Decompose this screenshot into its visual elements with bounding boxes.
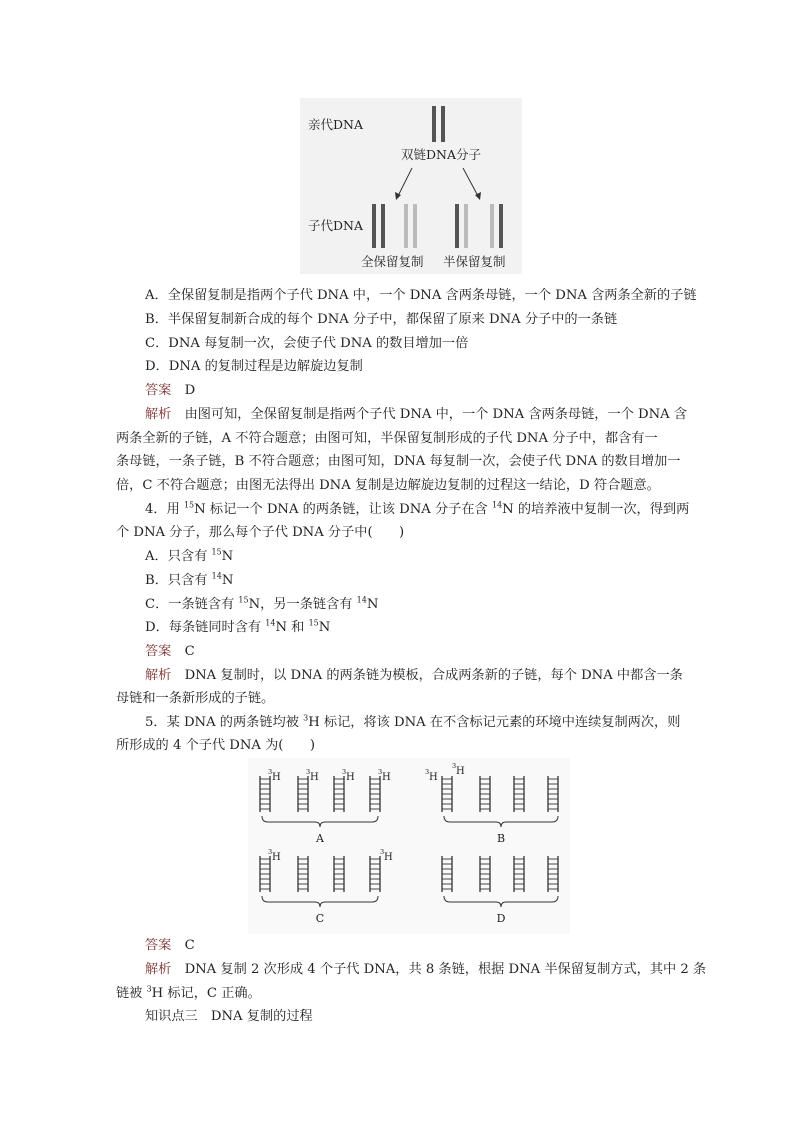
group-brace <box>262 816 378 827</box>
parent-dna-label: 亲代DNA <box>308 117 363 132</box>
option-text: N，另一条链含有 <box>248 597 357 612</box>
double-strand-label: 双链DNA分子 <box>401 147 481 162</box>
q5-analysis-line-2 <box>116 985 261 1003</box>
q3-answer <box>145 382 195 400</box>
cons-old-strand-2 <box>381 204 385 248</box>
group-brace <box>444 816 558 827</box>
arrow-left <box>398 168 412 196</box>
analysis-label: 解析 <box>145 407 172 422</box>
q3-analysis-line-3: 条母链，一条子链，B 不符合题意；由图可知，DNA 每复制一次，会使子代 DNA 的数目增加一 <box>116 454 681 469</box>
answer-value: C <box>184 938 195 953</box>
group-brace <box>444 896 558 907</box>
isotope-symbol: N <box>221 573 234 588</box>
q4-stem-text: 4．用 <box>145 502 184 517</box>
option-text: D．每条链同时含有 <box>145 620 266 635</box>
isotope-superscript: 3 <box>342 768 347 776</box>
isotope-superscript: 3 <box>452 762 457 770</box>
cons-old-strand-1 <box>372 204 376 248</box>
q4-stem-line-1 <box>145 501 689 519</box>
q4-option-a <box>145 548 233 566</box>
isotope-superscript: 3 <box>306 768 311 776</box>
option-text: A．只含有 <box>145 549 212 564</box>
isotope-superscript: 14 <box>211 571 222 581</box>
h-label: H <box>272 772 281 783</box>
q5-stem-text: H 标记，将该 DNA 在不含标记元素的环境中连续复制两次，则 <box>308 715 681 730</box>
isotope-superscript: 3 <box>378 768 383 776</box>
semiconservative-label: 半保留复制 <box>443 254 506 269</box>
isotope-superscript: 15 <box>211 547 222 557</box>
isotope-superscript: 14 <box>265 618 276 628</box>
h-label: H <box>272 852 281 863</box>
isotope-superscript: 15 <box>308 618 319 628</box>
option-text: B．只含有 <box>145 573 212 588</box>
q4-answer <box>145 643 195 661</box>
isotope-superscript: 15 <box>183 500 195 510</box>
analysis-text: H 标记，C 正确。 <box>151 986 261 1001</box>
q5-stem-text: 5．某 DNA 的两条链均被 <box>145 715 304 730</box>
q3-option-b: B．半保留复制新合成的每个 DNA 分子中，都保留了原来 DNA 分子中的一条链 <box>145 312 618 327</box>
isotope-superscript: 14 <box>356 595 367 605</box>
q4-stem-line-2: 个 DNA 分子，那么每个子代 DNA 分子中( ) <box>116 525 405 540</box>
group-brace <box>262 896 378 907</box>
q4-analysis-line-2: 母链和一条新形成的子链。 <box>116 691 275 706</box>
q5-ladders-diagram <box>248 758 570 934</box>
arrow-right <box>463 168 478 196</box>
replication-models-diagram <box>300 98 522 274</box>
isotope-superscript: 3 <box>425 768 430 776</box>
isotope-superscript: 3 <box>268 848 273 856</box>
option-text: C．一条链含有 <box>145 597 239 612</box>
q4-stem-text: N 的培养液中复制一次，得到两 <box>502 502 690 517</box>
cons-new-strand-1 <box>404 204 408 248</box>
q4-option-b <box>145 572 233 590</box>
analysis-label: 解析 <box>145 668 172 683</box>
answer-label: 答案 <box>145 383 172 398</box>
h-label: H <box>429 772 438 783</box>
replication-models-figure <box>300 98 522 274</box>
h-label: H <box>382 772 391 783</box>
parent-strand-left <box>432 106 436 142</box>
isotope-superscript: 3 <box>268 768 273 776</box>
arrow-left-head <box>395 192 401 200</box>
section-heading: 知识点三 DNA 复制的过程 <box>145 1009 313 1024</box>
analysis-text: DNA 复制时，以 DNA 的两条链为模板，合成两条新的子链，每个 DNA 中都含一条 <box>184 668 683 683</box>
q4-stem-text: N 标记一个 DNA 的两条链，让该 DNA 分子在含 <box>194 502 492 517</box>
analysis-label: 解析 <box>145 962 172 977</box>
h-label: H <box>456 766 465 777</box>
q3-analysis-line-4: 倍，C 不符合题意；由图无法得出 DNA 复制是边解旋边复制的过程这一结论，D 符合题意。 <box>116 478 660 493</box>
answer-label: 答案 <box>145 644 172 659</box>
answer-value: C <box>184 644 195 659</box>
isotope-superscript: 3 <box>146 984 152 994</box>
q3-analysis-line-2: 两条全新的子链，A 不符合题意；由图可知，半保留复制形成的子代 DNA 分子中，都含有一 <box>116 431 658 446</box>
cons-new-strand-2 <box>413 204 417 248</box>
child-dna-label: 子代DNA <box>308 218 363 233</box>
isotope-superscript: 14 <box>491 500 503 510</box>
semi-old-strand-1 <box>455 204 459 248</box>
isotope-symbol: N <box>366 597 379 612</box>
isotope-symbol: N <box>221 549 234 564</box>
h-label: H <box>310 772 319 783</box>
conservative-label: 全保留复制 <box>361 254 424 269</box>
q3-analysis-line-1 <box>145 406 687 424</box>
isotope-superscript: 15 <box>238 595 249 605</box>
q5-stem-line-2: 所形成的 4 个子代 DNA 为( ) <box>116 738 315 753</box>
q4-analysis-line-1 <box>145 667 683 685</box>
analysis-text: DNA 复制 2 次形成 4 个子代 DNA，共 8 条链，根据 DNA 半保留复制方式，其中 2 条 <box>184 962 707 977</box>
semi-new-strand-1 <box>464 204 468 248</box>
option-letter: B <box>496 832 506 845</box>
q3-option-c: C．DNA 每复制一次，会使子代 DNA 的数目增加一倍 <box>145 336 469 351</box>
q5-stem-line-1 <box>145 714 680 732</box>
parent-strand-right <box>441 106 445 142</box>
q4-option-d <box>145 619 330 637</box>
q5-answer <box>145 937 195 955</box>
arrow-right-head <box>475 192 481 200</box>
semi-old-strand-2 <box>499 204 503 248</box>
option-letter: C <box>315 912 325 925</box>
isotope-superscript: 3 <box>303 713 309 723</box>
option-text: N 和 <box>275 620 309 635</box>
analysis-text: 由图可知，全保留复制是指两个子代 DNA 中，一个 DNA 含两条母链，一个 DNA 含 <box>184 407 688 422</box>
isotope-symbol: N <box>318 620 331 635</box>
analysis-text: 链被 <box>116 986 147 1001</box>
q5-analysis-line-1 <box>145 961 706 979</box>
answer-label: 答案 <box>145 938 172 953</box>
h-label: H <box>346 772 355 783</box>
option-letter: A <box>316 832 324 845</box>
h-label: H <box>384 852 393 863</box>
semi-new-strand-2 <box>490 204 494 248</box>
option-letter: D <box>496 912 506 925</box>
q3-option-a: A．全保留复制是指两个子代 DNA 中，一个 DNA 含两条母链，一个 DNA 含两条全新的子链 <box>145 288 697 303</box>
q3-option-d: D．DNA 的复制过程是边解旋边复制 <box>145 359 363 374</box>
answer-value: D <box>184 383 196 398</box>
isotope-superscript: 3 <box>380 848 385 856</box>
q4-option-c <box>145 596 378 614</box>
q5-options-figure <box>248 758 570 934</box>
